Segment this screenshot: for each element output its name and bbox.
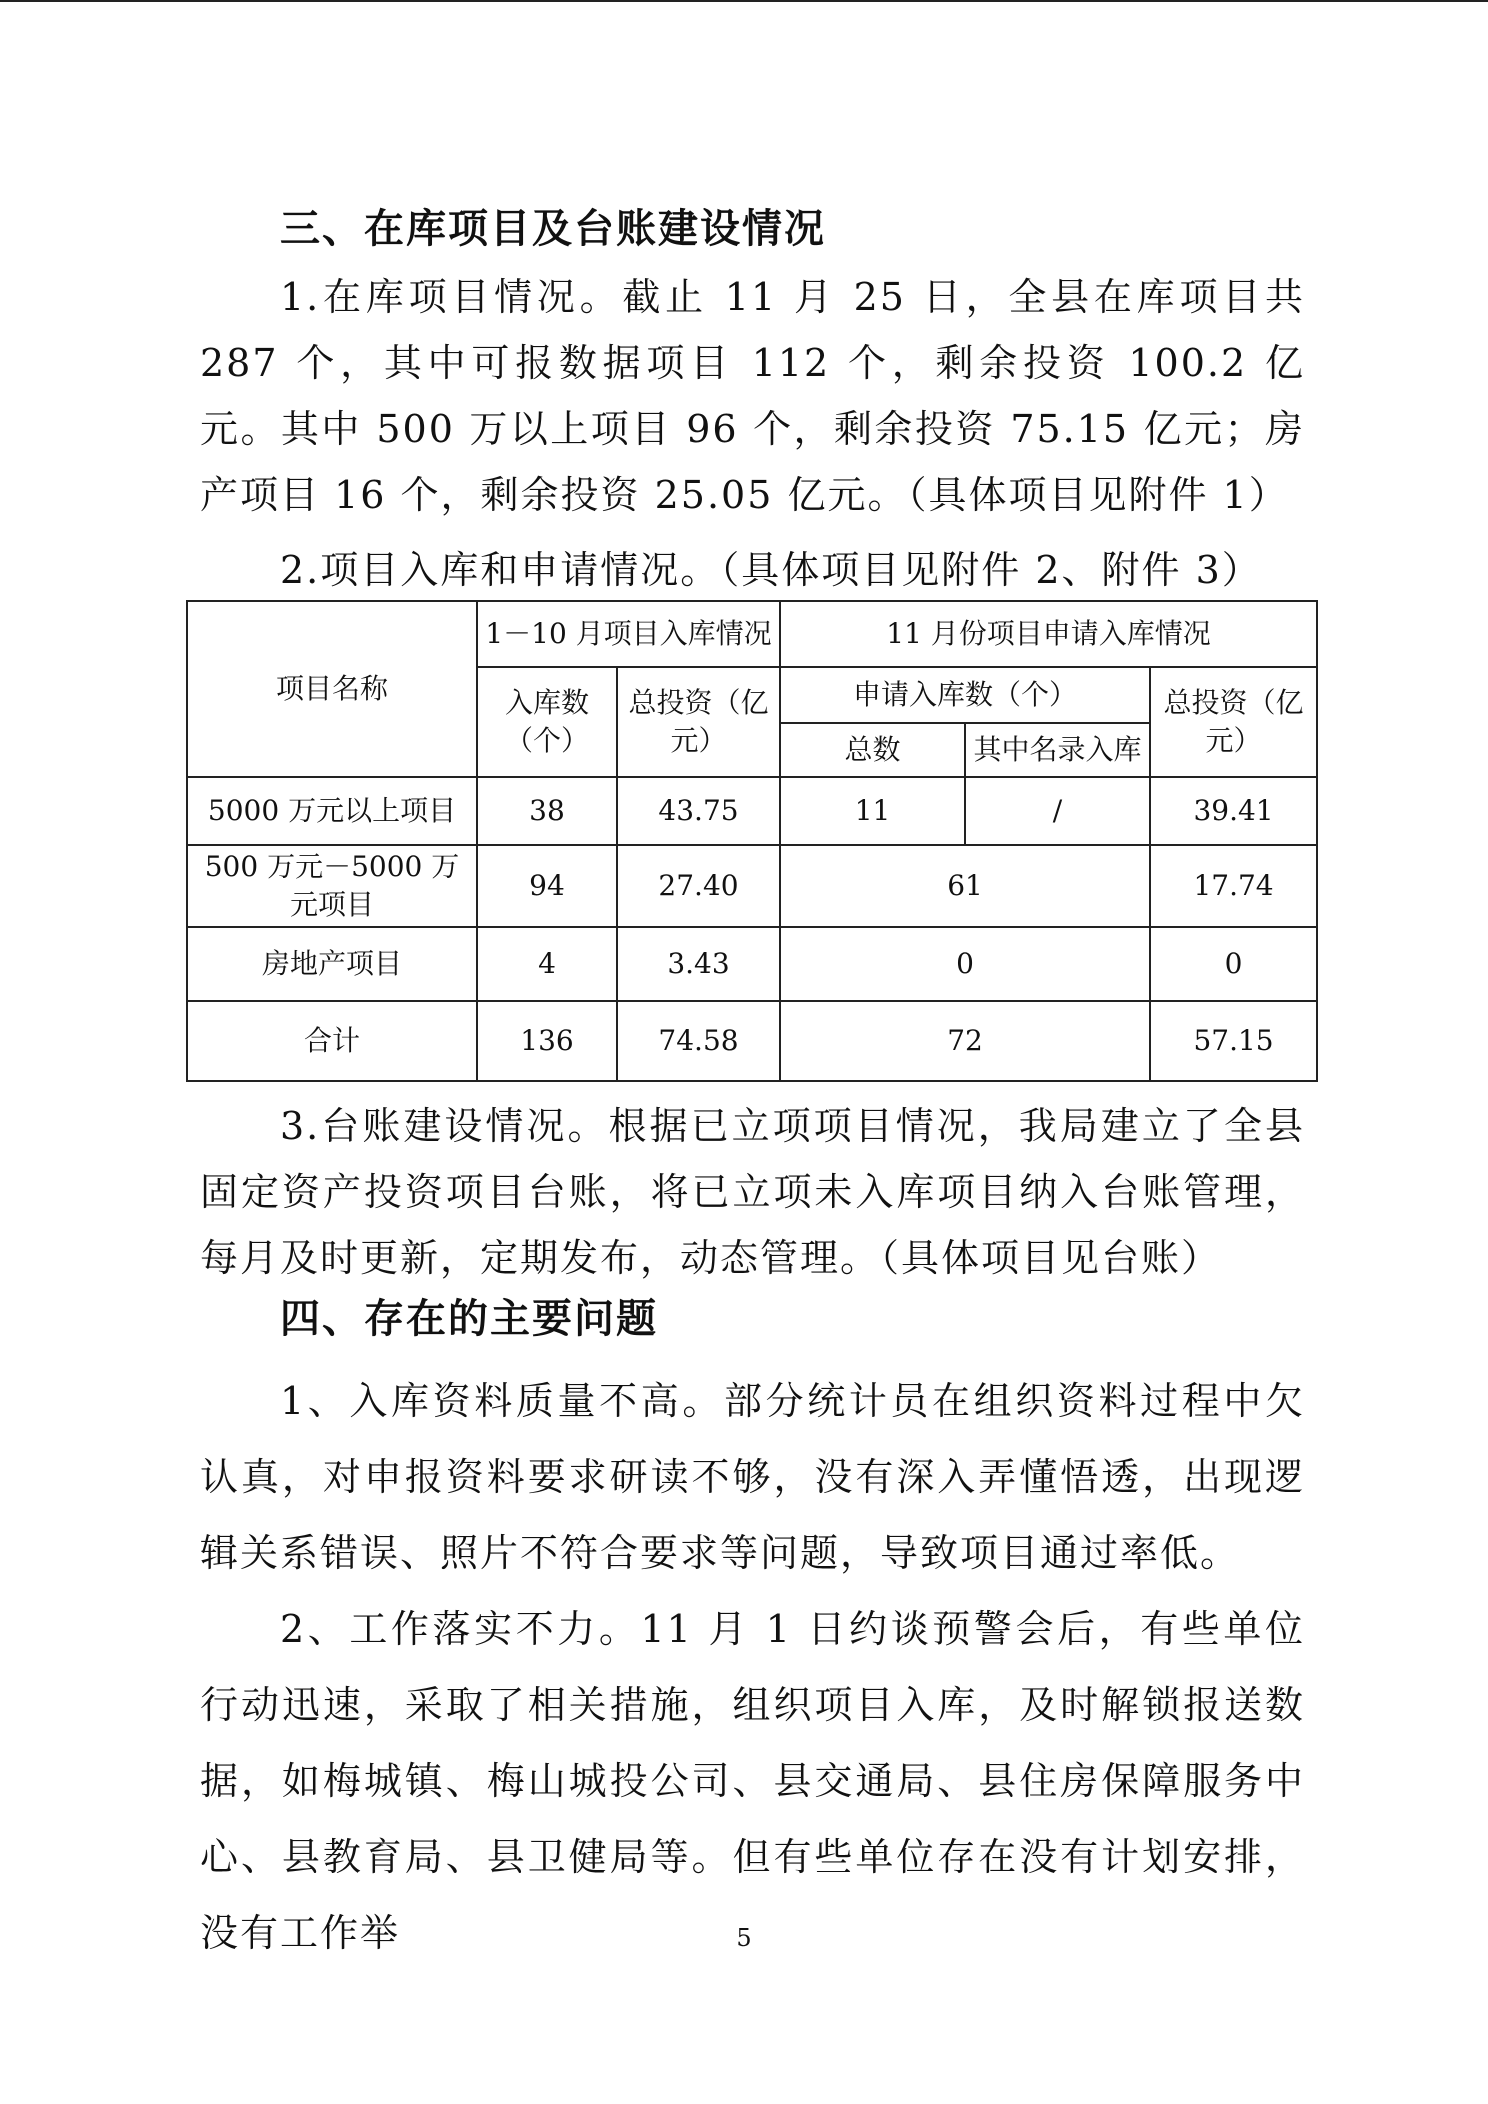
section-3-heading: 三、在库项目及台账建设情况 (280, 205, 826, 252)
section-3-paragraph-3: 3.台账建设情况。根据已立项项目情况，我局建立了全县固定资产投资项目台账，将已立项未入库项目纳入台账管理，每月及时更新，定期发布，动态管理。（具体项目见台账） (200, 1104, 1305, 1280)
row-name: 房地产项目 (187, 927, 477, 1001)
row-apply-listed: / (965, 777, 1150, 845)
section-4-paragraph-2: 2、工作落实不力。11 月 1 日约谈预警会后，有些单位行动迅速，采取了相关措施，组织项目入库，及时解锁报送数据，如梅城镇、梅山城投公司、县交通局、县住房保障服务中心、县教育局、县卫健局等。但有些单位存在没有计划安排，没有工作举 (200, 1607, 1305, 1955)
row-apply-merged: 72 (780, 1001, 1150, 1081)
row-invest-2: 57.15 (1150, 1001, 1317, 1081)
section-4-paragraph-1: 1、入库资料质量不高。部分统计员在组织资料过程中欠认真，对申报资料要求研读不够，没有深入弄懂悟透，出现逻辑关系错误、照片不符合要求等问题，导致项目通过率低。 (200, 1379, 1305, 1575)
section-3-paragraph-1: 1.在库项目情况。截止 11 月 25 日，全县在库项目共 287 个，其中可报数据项目 112 个，剩余投资 100.2 亿元。其中 500 万以上项目 96 个，剩余投资 75.15 亿元；房产项目 16 个，剩余投资 25.05 亿元。（具体项目见附件 1） (200, 275, 1305, 517)
section-4-heading: 四、存在的主要问题 (280, 1295, 658, 1342)
row-name: 500 万元－5000 万元项目 (187, 845, 477, 927)
row-name: 5000 万元以上项目 (187, 777, 477, 845)
row-count: 136 (477, 1001, 617, 1081)
header-apply: 申请入库数（个） (780, 667, 1150, 723)
row-invest: 27.40 (617, 845, 780, 927)
table-row (187, 777, 1317, 845)
row-invest: 74.58 (617, 1001, 780, 1081)
row-count: 4 (477, 927, 617, 1001)
header-apply-total: 总数 (780, 723, 965, 777)
table-header-row-1 (187, 601, 1317, 667)
header-count: 入库数（个） (477, 667, 617, 777)
top-border-line (0, 0, 1488, 2)
row-apply-merged: 0 (780, 927, 1150, 1001)
section-3-paragraph-2: 2.项目入库和申请情况。（具体项目见附件 2、附件 3） (280, 548, 1262, 592)
row-apply-merged: 61 (780, 845, 1150, 927)
row-invest-2: 39.41 (1150, 777, 1317, 845)
row-count: 38 (477, 777, 617, 845)
row-invest: 43.75 (617, 777, 780, 845)
row-invest: 3.43 (617, 927, 780, 1001)
header-invest-1: 总投资（亿元） (617, 667, 780, 777)
project-table (186, 600, 1318, 1082)
header-nov-group: 11 月份项目申请入库情况 (780, 601, 1317, 667)
header-invest-2: 总投资（亿元） (1150, 667, 1317, 777)
header-project-name: 项目名称 (187, 601, 477, 777)
row-name: 合计 (187, 1001, 477, 1081)
table-row (187, 845, 1317, 927)
page-number: 5 (736, 1924, 752, 1952)
header-jan-oct-group: 1－10 月项目入库情况 (477, 601, 780, 667)
row-apply-total: 11 (780, 777, 965, 845)
row-invest-2: 0 (1150, 927, 1317, 1001)
header-apply-listed: 其中名录入库 (965, 723, 1150, 777)
table-row (187, 927, 1317, 1001)
row-count: 94 (477, 845, 617, 927)
row-invest-2: 17.74 (1150, 845, 1317, 927)
table-row (187, 1001, 1317, 1081)
